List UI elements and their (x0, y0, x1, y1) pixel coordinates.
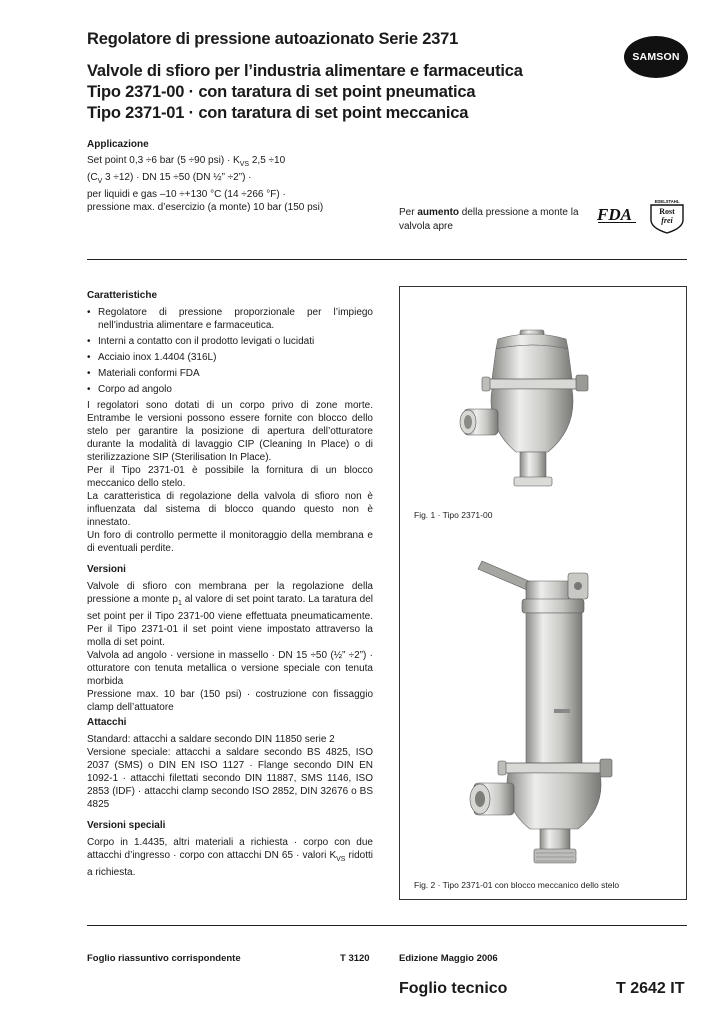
characteristics-paragraph: I regolatori sono dotati di un corpo privo di zone morte. Entrambe le versioni possono essere fornite con blocco dello stelo per garantire la posizione di apertura dell’otturatore durante la modalità di lavaggio CIP (Cleaning In Place) o di sterilizzazione SIP (Sterilisation In Place). (87, 400, 373, 463)
connections-paragraph: Versione speciale: attacchi a saldare secondo BS 4825, ISO 2037 (SMS) o DIN EN ISO 1127 · Flange secondo DIN EN 1092-1 · attacchi filettati secondo DIN 11887, SMS 1146, ISO 2853 (IDF) · attacchi clamp secondo ISO 2852, DIN 32676 o BS 4825 (87, 747, 373, 810)
summary-sheet-code: T 3120 (340, 953, 370, 964)
fig2-caption: Fig. 2 · Tipo 2371-01 con blocco meccanico dello stelo (414, 880, 620, 890)
special-versions-title: Versioni speciali (87, 820, 166, 831)
summary-sheet-label: Foglio riassuntivo corrispondente (87, 953, 241, 964)
rostfrei-badge-icon (648, 198, 686, 234)
list-item: • Regolatore di pressione proporzionale per l’impiego nell’industria alimentare e farmaceutica. (87, 306, 373, 332)
doc-number: T 2642 IT (616, 980, 685, 997)
characteristics-paragraph: Per il Tipo 2371-01 è possibile la fornitura di un blocco meccanico dello stelo. (87, 465, 373, 489)
versions-paragraph: Pressione max. 10 bar (150 psi) · costruzione con fissaggio clamp dell’attuatore (87, 689, 373, 713)
svg-text:FDA: FDA (597, 205, 632, 224)
main-title-3: Tipo 2371-01 · con taratura di set point meccanica (87, 104, 469, 122)
figure-box (399, 286, 687, 900)
characteristics-title: Caratteristiche (87, 290, 158, 301)
main-title-2: Tipo 2371-00 · con taratura di set point pneumatica (87, 83, 476, 101)
samson-logo: SAMSON (624, 36, 688, 78)
fda-logo-icon (596, 203, 638, 225)
versions-paragraph: Valvola ad angolo · versione in massello · DN 15 ÷50 (½” ÷2”) · otturatore con tenuta metallica o versione speciale con tenuta morbida (87, 650, 373, 687)
versions-title: Versioni (87, 564, 126, 575)
header-divider (87, 259, 687, 260)
connections-title: Attacchi (87, 717, 127, 728)
application-line-2: ($C_V$ 3 ÷12) · DN 15 ÷50 (DN ½” ÷2”) · (87, 172, 252, 185)
main-titles (87, 61, 627, 124)
characteristics-list (87, 306, 373, 396)
connections-paragraph: Standard: attacchi a saldare secondo DIN 11850 serie 2 (87, 734, 335, 745)
main-title-1: Valvole di sfioro per l’industria alimentare e farmaceutica (87, 62, 523, 80)
svg-text:Rost: Rost (659, 207, 675, 216)
application-section (87, 138, 377, 214)
application-line-4: pressione max. d’esercizio (a monte) 10 bar (150 psi) (87, 202, 324, 213)
characteristics-paragraph: Un foro di controllo permette il monitoraggio della membrana e di eventuali perdite. (87, 530, 373, 554)
characteristics-paragraph: La caratteristica di regolazione della valvola di sfioro non è influenzata dal sistema di blocco quando questo non è innestato. (87, 491, 373, 528)
application-line-1: Set point 0,3 ÷6 bar (5 ÷90 $psi) \cdot K_{VS}$ 2,5 ÷10 (87, 155, 286, 168)
svg-text:frei: frei (661, 216, 673, 225)
list-item: • Acciaio inox 1.4404 (316L) (87, 351, 373, 364)
valve-2371-01-image (468, 559, 668, 869)
doc-type: Foglio tecnico (399, 980, 508, 997)
fig1-caption: Fig. 1 · Tipo 2371-00 (414, 510, 493, 520)
svg-text:EDELSTAHL: EDELSTAHL (654, 199, 680, 204)
application-title: Applicazione (87, 139, 149, 150)
series-title: Regolatore di pressione autoazionato Serie 2371 (87, 30, 459, 48)
list-item: • Corpo ad angolo (87, 383, 373, 396)
special-versions-paragraph: Corpo in 1.4435, altri materiali a richiesta · corpo con due attacchi d’ingresso · corpo con attacchi DN 65 · valori $K_{VS}$ ridotti a richiesta. (87, 837, 373, 878)
left-column (87, 289, 373, 879)
list-item: • Interni a contatto con il prodotto levigati o lucidati (87, 335, 373, 348)
valve-2371-00-image (458, 327, 608, 502)
list-item: • Materiali conformi FDA (87, 367, 373, 380)
versions-paragraph: Valvole di sfioro con membrana per la regolazione della pressione a monte $p_1$ al valore di set point tarato. La taratura del set point per il Tipo 2371-00 viene effettuata pneumaticamente. Per il Tipo 2371-01 il set point viene impostato attraverso la molla di set point. (87, 581, 373, 648)
pressure-legend: Per aumento della pressione a monte la valvola apre (399, 207, 579, 232)
edition-label: Edizione Maggio 2006 (399, 953, 498, 964)
document-header (87, 30, 627, 124)
footer-divider (87, 925, 687, 926)
application-line-3: per liquidi e gas –10 ÷+130 °C (14 ÷266 °F) · (87, 189, 286, 200)
